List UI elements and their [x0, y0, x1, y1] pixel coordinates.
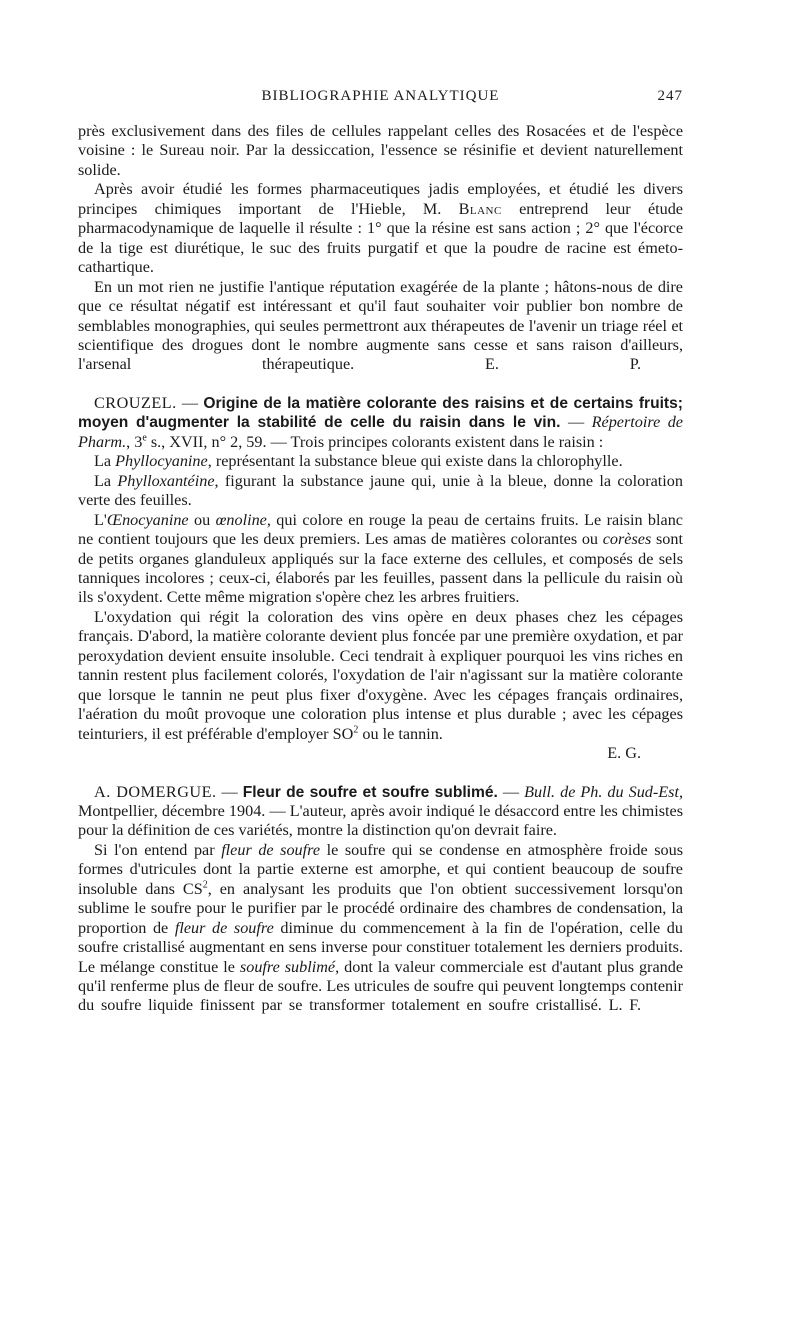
text-run: sont de petits organes glanduleux appliqués sur la face externe des cellules, et composés de sels tanniques incolores ; ceux-ci, élaborés par les feuilles, passent dans la pellicule du raisin où ils s'oxydent. Cette même migration s'opère chez les arbres fruitiers. [78, 530, 683, 607]
text-run: — Trois principes colorants existent dans le raisin : [266, 432, 604, 451]
review2-paragraph-c [78, 511, 683, 608]
text-run: entreprend leur étude pharmacodynamique de laquelle il résulte : 1° que la résine est sans action ; 2° que l'écorce de la tige est diurétique, le suc des fruits purgatif et que la poudre de racine est émeto-cathartique. [78, 199, 683, 277]
text-run: Après avoir étudié les formes pharmaceutiques jadis employées, et étudié les divers principes chimiques important de l'Hieble, M. [78, 180, 683, 218]
text-run: diminue du commencement à la fin de l'opération, celle du soufre cristallisé augmentant en sens inverse pour constituer totalement les derniers produits. Le mélange constitue le [78, 918, 683, 976]
term: Phyllocyanine [115, 452, 208, 471]
review1-paragraph-2 [78, 180, 683, 277]
review3-journal: Bull. de Ph. du Sud-Est [524, 782, 679, 801]
superscript: 2 [353, 724, 359, 736]
review3-title: Fleur de soufre et soufre sublimé. [242, 783, 498, 801]
term: soufre sublimé [239, 957, 336, 976]
term: fleur de soufre [221, 840, 321, 859]
superscript: 2 [202, 879, 208, 891]
term: Œnocyanine [106, 510, 189, 529]
text-run: , dont la valeur commerciale est d'autant plus grande qu'il renferme plus de fleur de soufre. Les utricules de soufre qui peuvent longtemps contenir du soufre liquide finissent par se transformer totalement en soufre cristallisé. [78, 957, 684, 1015]
review3-heading [78, 783, 683, 841]
running-title: BIBLIOGRAPHIE ANALYTIQUE [261, 88, 500, 104]
text-run: le soufre qui se condense en atmosphère froide sous formes d'utricules dont la partie externe est amorphe, et qui contient beaucoup de soufre insoluble dans CS [78, 840, 683, 898]
text-run: L'oxydation qui régit la coloration des vins opère en deux phases chez les cépages français. D'abord, la matière colorante devient plus foncée par une première oxydation, et par peroxydation devient ensuite insoluble. Ceci tendrait à expliquer pourquoi les vins riches en tannin restent plus facilement colorés, l'oxydation de l'air n'agissant sur la matière colorante que lorsque le tannin ne peut plus fixer d'oxygène. Avec les cépages français ordinaires, l'aération du moût provoque une coloration plus intense et plus durable ; avec les cépages teinturiers, il est préférable d'employer SO [78, 607, 683, 743]
running-header [78, 88, 683, 110]
text-run: , 3 [126, 432, 143, 451]
text-run: La [94, 452, 116, 471]
dash: — [216, 782, 243, 801]
text-run: En un mot rien ne justifie l'antique réputation exagérée de la plante ; hâtons-nous de dire que ce résultat négatif est intéressant et qu'il faut souhaiter voir publier bon nombre de semblables monographies, qui seules permettront aux thérapeutes de l'avenir un triage réel et scientifique des drogues dont le nombre augmente sans cesse et sans raison d'ailleurs, l'arsenal thérapeutique. [78, 277, 683, 374]
review2-title: Origine de la matière colorante des raisins et de certains fruits; moyen d'augmenter la stabilité de celle du raisin dans le vin. [78, 394, 683, 432]
text-run: , figurant la substance jaune qui, unie à la bleue, donne la coloration verte des feuilles. [78, 471, 683, 510]
term: corèses [602, 530, 652, 549]
text-run: , représentant la substance bleue qui existe dans la chlorophylle. [207, 452, 623, 471]
review2-paragraph-d [78, 608, 683, 744]
review1-continuation: près exclusivement dans des files de cellules rappelant celles des Rosacées et de l'espèce voisine : le Sureau noir. Par la dessiccation, l'essence se résinifie et devient naturellement solide. [78, 122, 683, 179]
section-gap [78, 764, 683, 783]
term: œnoline [215, 510, 267, 529]
section-gap [78, 375, 683, 394]
page-body [78, 122, 683, 1016]
text-run: ou le tannin. [358, 724, 443, 743]
text-run: La [94, 471, 118, 490]
review2-journal: Répertoire de Pharm. [78, 413, 683, 451]
review2-signature: E. G. [607, 744, 641, 763]
text-run: s., XVII, n° 2, 59. [146, 432, 267, 451]
review3-paragraph-2 [78, 841, 683, 1016]
reviewed-author-name: Blanc [458, 199, 502, 218]
text-run: L' [94, 510, 107, 529]
text-run: Si l'on entend par [94, 840, 222, 859]
dash: — [560, 413, 592, 432]
text-run: , Montpellier, décembre 1904. — L'auteur, après avoir indiqué le désaccord entre les chimistes pour la définition de ces variétés, montre la distinction qu'on devrait faire. [78, 782, 683, 840]
term: Phylloxantéine [117, 471, 215, 490]
term: fleur de soufre [174, 918, 274, 937]
review1-signature: E. P. [485, 355, 642, 374]
review3-author: A. DOMERGUE. [94, 782, 217, 801]
review1-paragraph-3 [78, 278, 683, 375]
text-run: ou [188, 510, 216, 529]
review2-heading [78, 394, 683, 452]
page-number: 247 [657, 88, 683, 104]
text-run: , en analysant les produits que l'on obtient successivement lorsqu'on sublime le soufre pour le purifier par le procédé ordinaire des chambres de condensation, la proportion de [78, 879, 683, 937]
review2-author: CROUZEL. [94, 393, 177, 412]
review3-signature: L. F. [608, 996, 642, 1015]
review2-paragraph-a [78, 452, 683, 471]
review2-paragraph-b [78, 472, 683, 511]
text-run: , qui colore en rouge la peau de certains fruits. Le raisin blanc ne contient toujours que les deux premiers. Les amas de matières colorantes ou [78, 510, 683, 549]
dash: — [497, 782, 525, 801]
superscript: e [142, 432, 147, 444]
dash: — [176, 393, 204, 412]
